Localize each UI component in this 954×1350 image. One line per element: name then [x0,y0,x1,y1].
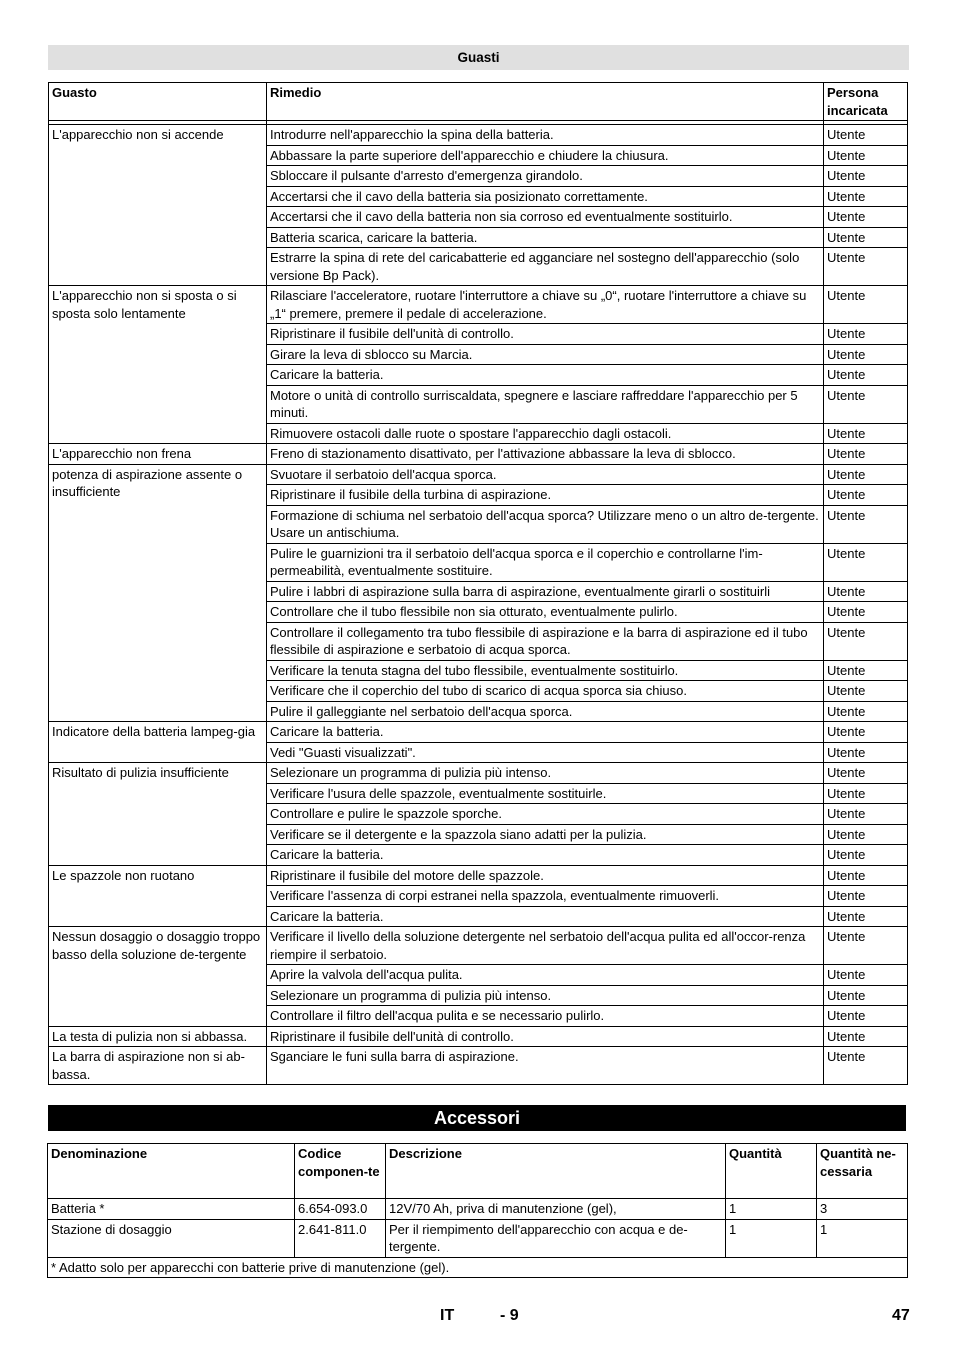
person-cell: Utente [824,701,908,722]
person-cell: Utente [824,824,908,845]
table-row [49,286,908,324]
person-cell: Utente [824,722,908,743]
person-cell: Utente [824,985,908,1006]
remedy-cell: Accertarsi che il cavo della batteria non sia corroso ed eventualmente sostituirlo. [267,207,824,228]
person-cell: Utente [824,1006,908,1027]
guasti-title: Guasti [48,45,909,70]
fault-cell: Le spazzole non ruotano [49,865,267,927]
remedy-cell: Ripristinare il fusibile dell'unità di controllo. [267,324,824,345]
footer-lang: IT [440,1307,455,1324]
remedy-cell: Freno di stazionamento disattivato, per l'attivazione abbassare la leva di sblocco. [267,444,824,465]
remedy-cell: Verificare la tenuta stagna del tubo flessibile, eventualmente sostituirlo. [267,660,824,681]
person-cell: Utente [824,681,908,702]
fault-cell: La barra di aspirazione non si ab-bassa. [49,1047,267,1085]
person-cell: Utente [824,927,908,965]
remedy-cell: Controllare e pulire le spazzole sporche. [267,804,824,825]
person-cell: Utente [824,763,908,784]
remedy-cell: Sbloccare il pulsante d'arresto d'emergenza girandolo. [267,166,824,187]
table-row [49,763,908,784]
person-cell: Utente [824,324,908,345]
remedy-cell: Controllare il collegamento tra tubo flessibile di aspirazione e la barra di aspirazione ed il tubo flessibile di aspirazione e serbatoio di acqua sporca. [267,622,824,660]
person-cell: Utente [824,485,908,506]
header-quantita-necessaria: Quantità ne-cessaria [817,1144,908,1199]
remedy-cell: Aprire la valvola dell'acqua pulita. [267,965,824,986]
remedy-cell: Pulire i labbri di aspirazione sulla barra di aspirazione, eventualmente girarli o sostituirli [267,581,824,602]
fault-cell: Indicatore della batteria lampeg-gia [49,722,267,763]
header-denominazione: Denominazione [48,1144,295,1199]
remedy-cell: Pulire il galleggiante nel serbatoio dell'acqua sporca. [267,701,824,722]
table-row [48,1199,908,1220]
remedy-cell: Controllare il filtro dell'acqua pulita e se necessario pulirlo. [267,1006,824,1027]
person-cell: Utente [824,444,908,465]
remedy-cell: Pulire le guarnizioni tra il serbatoio dell'acqua sporca e il coperchio e controllarne l'im-permeabilità, eventualmente sostituire. [267,543,824,581]
person-cell: Utente [824,227,908,248]
person-cell: Utente [824,365,908,386]
accessori-cell: 6.654-093.0 [295,1199,386,1220]
remedy-cell: Ripristinare il fusibile del motore delle spazzole. [267,865,824,886]
header-quantita: Quantità [726,1144,817,1199]
header-codice: Codice componen-te [295,1144,386,1199]
remedy-cell: Ripristinare il fusibile dell'unità di controllo. [267,1026,824,1047]
remedy-cell: Verificare l'usura delle spazzole, eventualmente sostituirle. [267,783,824,804]
guasti-table [48,82,908,1085]
person-cell: Utente [824,344,908,365]
person-cell: Utente [824,248,908,286]
person-cell: Utente [824,783,908,804]
table-row [49,722,908,743]
table-row [49,865,908,886]
accessori-title: Accessori [48,1105,906,1131]
person-cell: Utente [824,186,908,207]
person-cell: Utente [824,622,908,660]
person-cell: Utente [824,145,908,166]
person-cell: Utente [824,464,908,485]
fault-cell: Nessun dosaggio o dosaggio troppo basso della soluzione de-tergente [49,927,267,1027]
person-cell: Utente [824,1026,908,1047]
remedy-cell: Svuotare il serbatoio dell'acqua sporca. [267,464,824,485]
remedy-cell: Caricare la batteria. [267,845,824,866]
table-row [49,1026,908,1047]
person-cell: Utente [824,1047,908,1085]
person-cell: Utente [824,602,908,623]
person-cell: Utente [824,804,908,825]
person-cell: Utente [824,505,908,543]
person-cell: Utente [824,906,908,927]
person-cell: Utente [824,965,908,986]
remedy-cell: Rilasciare l'acceleratore, ruotare l'interruttore a chiave su „0“, ruotare l'interruttore a chiave su „1“ premere, premere il pedale di accelerazione. [267,286,824,324]
person-cell: Utente [824,385,908,423]
footer-page-number: 47 [892,1307,910,1324]
header-rimedio: Rimedio [267,83,824,121]
table-row [49,464,908,485]
remedy-cell: Verificare che il coperchio del tubo di scarico di acqua sporca sia chiuso. [267,681,824,702]
person-cell: Utente [824,166,908,187]
remedy-cell: Verificare l'assenza di corpi estranei nella spazzola, eventualmente rimuoverli. [267,886,824,907]
person-cell: Utente [824,543,908,581]
accessori-cell: Per il riempimento dell'apparecchio con acqua e de-tergente. [386,1219,726,1257]
fault-cell: L'apparecchio non si sposta o si sposta solo lentamente [49,286,267,444]
accessori-cell: 1 [726,1199,817,1220]
remedy-cell: Selezionare un programma di pulizia più intenso. [267,985,824,1006]
accessori-cell: 3 [817,1199,908,1220]
remedy-cell: Verificare se il detergente e la spazzola siano adatti per la pulizia. [267,824,824,845]
accessori-cell: 1 [817,1219,908,1257]
person-cell: Utente [824,845,908,866]
person-cell: Utente [824,581,908,602]
remedy-cell: Verificare il livello della soluzione detergente nel serbatoio dell'acqua pulita ed all'occor-renza riempire il serbatoio. [267,927,824,965]
accessori-cell: 2.641-811.0 [295,1219,386,1257]
fault-cell: La testa di pulizia non si abbassa. [49,1026,267,1047]
table-row [49,444,908,465]
remedy-cell: Estrarre la spina di rete del caricabatterie ed agganciare nel sostegno dell'apparecchio (solo versione Bp Pack). [267,248,824,286]
person-cell: Utente [824,865,908,886]
remedy-cell: Girare la leva di sblocco su Marcia. [267,344,824,365]
accessori-cell: Batteria * [48,1199,295,1220]
person-cell: Utente [824,742,908,763]
table-row [49,125,908,146]
fault-cell: Risultato di pulizia insufficiente [49,763,267,866]
person-cell: Utente [824,286,908,324]
remedy-cell: Caricare la batteria. [267,365,824,386]
accessori-note: * Adatto solo per apparecchi con batterie prive di manutenzione (gel). [48,1257,908,1278]
fault-cell: L'apparecchio non frena [49,444,267,465]
footer-section: - 9 [500,1307,519,1324]
accessori-cell: Stazione di dosaggio [48,1219,295,1257]
remedy-cell: Caricare la batteria. [267,722,824,743]
remedy-cell: Introdurre nell'apparecchio la spina della batteria. [267,125,824,146]
person-cell: Utente [824,886,908,907]
table-row [49,1047,908,1085]
table-row [49,927,908,965]
remedy-cell: Motore o unità di controllo surriscaldata, spegnere e lasciare raffreddare l'apparecchio per 5 minuti. [267,385,824,423]
remedy-cell: Sganciare le funi sulla barra di aspirazione. [267,1047,824,1085]
header-persona: Persona incaricata [824,83,908,121]
remedy-cell: Controllare che il tubo flessibile non sia otturato, eventualmente pulirlo. [267,602,824,623]
table-row [48,1219,908,1257]
remedy-cell: Formazione di schiuma nel serbatoio dell'acqua sporca? Utilizzare meno o un altro de-tergente. Usare un antischiuma. [267,505,824,543]
fault-cell: L'apparecchio non si accende [49,125,267,286]
remedy-cell: Vedi "Guasti visualizzati". [267,742,824,763]
fault-cell: potenza di aspirazione assente o insufficiente [49,464,267,722]
accessori-cell: 12V/70 Ah, priva di manutenzione (gel), [386,1199,726,1220]
remedy-cell: Selezionare un programma di pulizia più intenso. [267,763,824,784]
person-cell: Utente [824,125,908,146]
person-cell: Utente [824,423,908,444]
person-cell: Utente [824,660,908,681]
accessori-table [47,1143,908,1278]
accessori-cell: 1 [726,1219,817,1257]
remedy-cell: Accertarsi che il cavo della batteria sia posizionato correttamente. [267,186,824,207]
remedy-cell: Caricare la batteria. [267,906,824,927]
person-cell: Utente [824,207,908,228]
header-descrizione: Descrizione [386,1144,726,1199]
remedy-cell: Rimuovere ostacoli dalle ruote o spostare l'apparecchio dagli ostacoli. [267,423,824,444]
remedy-cell: Batteria scarica, caricare la batteria. [267,227,824,248]
remedy-cell: Abbassare la parte superiore dell'apparecchio e chiudere la chiusura. [267,145,824,166]
table-row [48,1257,908,1278]
remedy-cell: Ripristinare il fusibile della turbina di aspirazione. [267,485,824,506]
header-guasto: Guasto [49,83,267,121]
